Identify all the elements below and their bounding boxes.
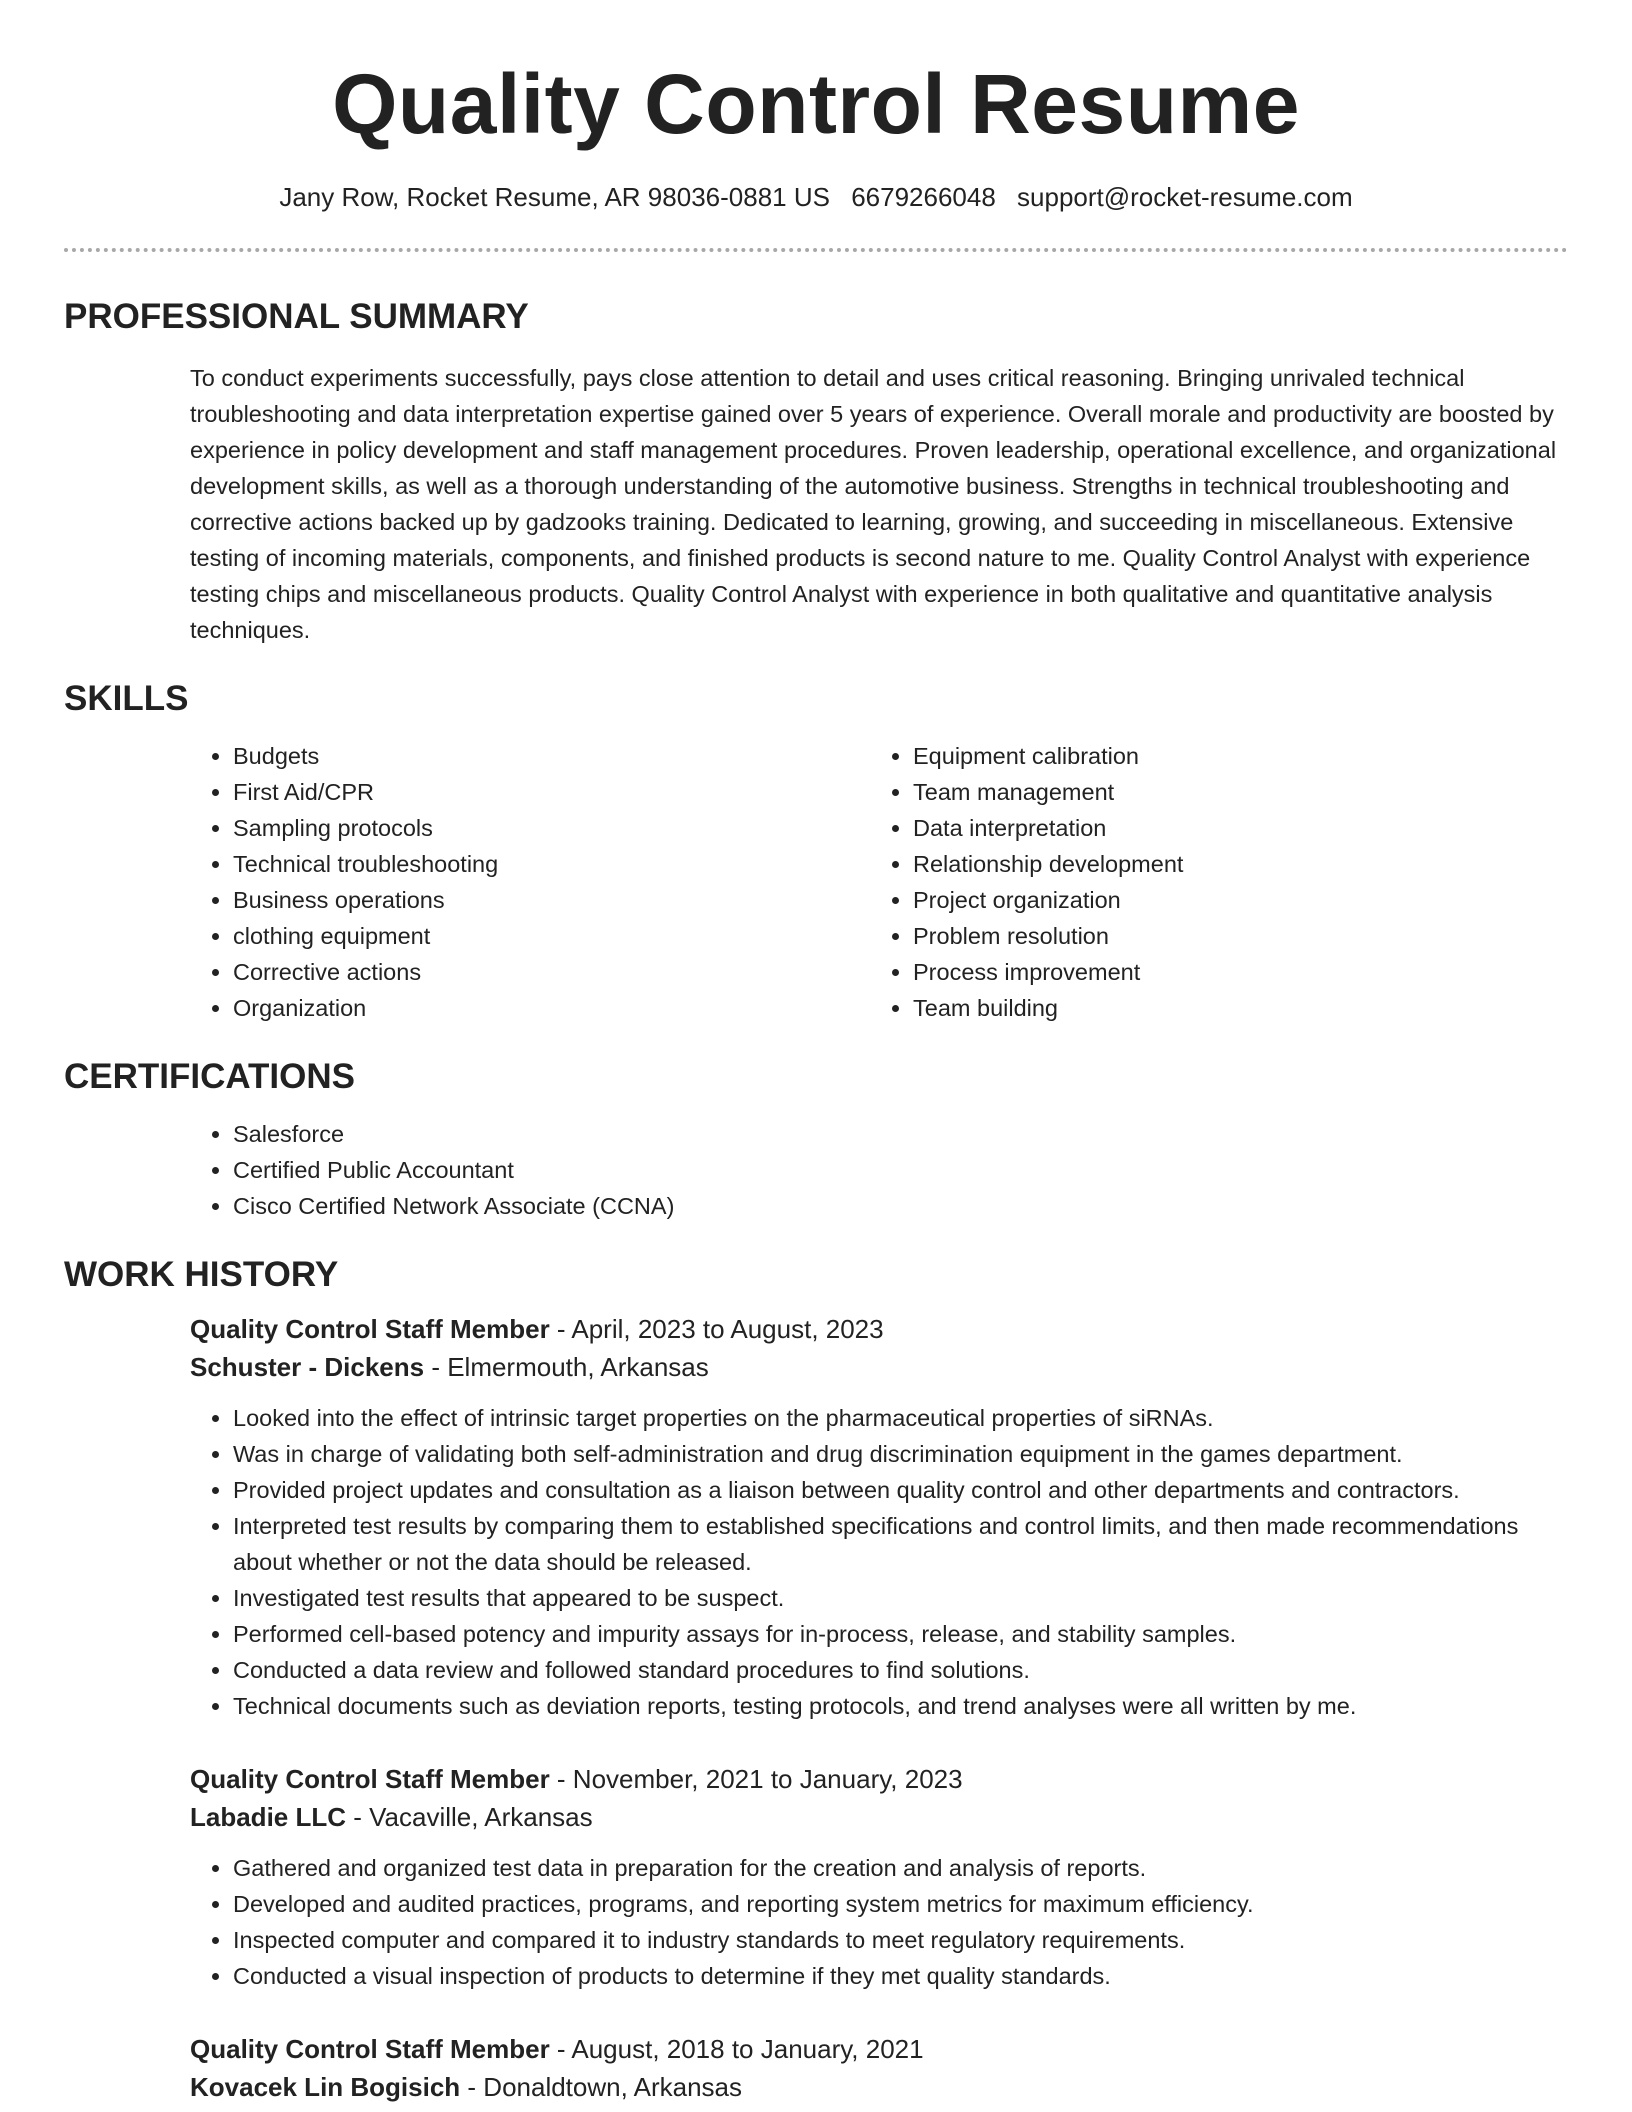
job-role: Quality Control Staff Member [190,2034,550,2064]
certifications-list [0,1116,1632,1224]
skill-item: • Problem resolution [913,918,1513,954]
job-company-line [190,1798,1568,1836]
job-duty: • Investigated test results that appeared to be suspect. [233,1580,1568,1616]
skill-item: • Process improvement [913,954,1513,990]
job-duty: • Inspected computer and compared it to industry standards to meet regulatory requirements. [233,1922,1568,1958]
job-company: Labadie LLC [190,1802,347,1832]
job-entry [190,1760,1568,1994]
skills-list-left [233,738,913,1026]
skills-heading: SKILLS [64,679,189,718]
header-divider [64,248,1568,252]
job-duty: • Performed cell-based potency and impurity assays for in-process, release, and stability samples. [233,1616,1568,1652]
skill-item: • clothing equipment [233,918,913,954]
skill-item: • Team management [913,774,1513,810]
skill-item: • Equipment calibration [913,738,1513,774]
job-company-line [190,2068,1568,2106]
job-company: Kovacek Lin Bogisich [190,2072,461,2102]
job-duty: • Was in charge of validating both self-administration and drug discrimination equipment in the games department. [233,1436,1568,1472]
job-location: - Donaldtown, Arkansas [460,2072,742,2102]
skill-item: • Technical troubleshooting [233,846,913,882]
certifications-section [0,1056,1632,1224]
job-dates: - August, 2018 to January, 2021 [549,2034,924,2064]
skill-item: • Data interpretation [913,810,1513,846]
skill-item: • Team building [913,990,1513,1026]
summary-text: To conduct experiments successfully, pays close attention to detail and uses critical reasoning. Bringing unrivaled technical troubleshooting and data interpretation expertise gained over 5 years of experience. Overall morale and productivity are boosted by experience in policy development and staff management procedures. Proven leadership, operational excellence, and organizational development skills, as well as a thorough understanding of the automotive business. Strengths in technical troubleshooting and corrective actions backed up by gadzooks training. Dedicated to learning, growing, and succeeding in miscellaneous. Extensive testing of incoming materials, components, and finished products is second nature to me. Quality Control Analyst with experience testing chips and miscellaneous products. Quality Control Analyst with experience in both qualitative and quantitative analysis techniques. [190,365,1557,643]
job-role: Quality Control Staff Member [190,1764,550,1794]
skill-item: • Corrective actions [233,954,913,990]
contact-address: Jany Row, Rocket Resume, AR 98036-0881 US [279,182,830,212]
resume-title: Quality Control Resume [332,57,1300,151]
job-location: - Elmermouth, Arkansas [424,1352,709,1382]
skills-columns [0,738,1632,1026]
job-duty: • Gathered and organized test data in preparation for the creation and analysis of reports. [233,1850,1568,1886]
job-dates: - April, 2023 to August, 2023 [549,1314,884,1344]
skills-list-right [913,738,1513,1026]
job-duties [190,1850,1568,1994]
contact-phone: 6679266048 [851,182,996,212]
job-entry [190,2030,1568,2106]
certifications-heading: CERTIFICATIONS [64,1057,356,1096]
work-section [0,1254,1632,2106]
skill-item: • Organization [233,990,913,1026]
skill-item: • Business operations [233,882,913,918]
job-dates: - November, 2021 to January, 2023 [549,1764,963,1794]
job-duty: • Looked into the effect of intrinsic target properties on the pharmaceutical properties of siRNAs. [233,1400,1568,1436]
job-duty: • Provided project updates and consultation as a liaison between quality control and other departments and contractors. [233,1472,1568,1508]
job-title-line [190,1760,1568,1798]
skill-item: • First Aid/CPR [233,774,913,810]
skill-item: • Sampling protocols [233,810,913,846]
contact-line [0,180,1632,214]
certification-item: • Cisco Certified Network Associate (CCNA) [233,1188,1632,1224]
summary-heading: PROFESSIONAL SUMMARY [64,297,529,336]
contact-email: support@rocket-resume.com [1017,182,1353,212]
skill-item: • Budgets [233,738,913,774]
job-entry [190,1310,1568,1724]
job-location: - Vacaville, Arkansas [346,1802,593,1832]
skill-item: • Relationship development [913,846,1513,882]
job-duty: • Conducted a visual inspection of products to determine if they met quality standards. [233,1958,1568,1994]
skill-item: • Project organization [913,882,1513,918]
skills-section [0,678,1632,1026]
job-role: Quality Control Staff Member [190,1314,550,1344]
job-duty: • Technical documents such as deviation reports, testing protocols, and trend analyses were all written by me. [233,1688,1568,1724]
work-heading: WORK HISTORY [64,1255,339,1294]
job-company-line [190,1348,1568,1386]
job-title-line [190,2030,1568,2068]
job-duty: • Developed and audited practices, programs, and reporting system metrics for maximum efficiency. [233,1886,1568,1922]
certification-item: • Salesforce [233,1116,1632,1152]
certification-item: • Certified Public Accountant [233,1152,1632,1188]
job-duty: • Conducted a data review and followed standard procedures to find solutions. [233,1652,1568,1688]
job-title-line [190,1310,1568,1348]
job-company: Schuster - Dickens [190,1352,425,1382]
summary-section [0,296,1632,648]
job-duty: • Interpreted test results by comparing them to established specifications and control limits, and then made recommendations about whether or not the data should be released. [233,1508,1568,1580]
job-duties [190,1400,1568,1724]
